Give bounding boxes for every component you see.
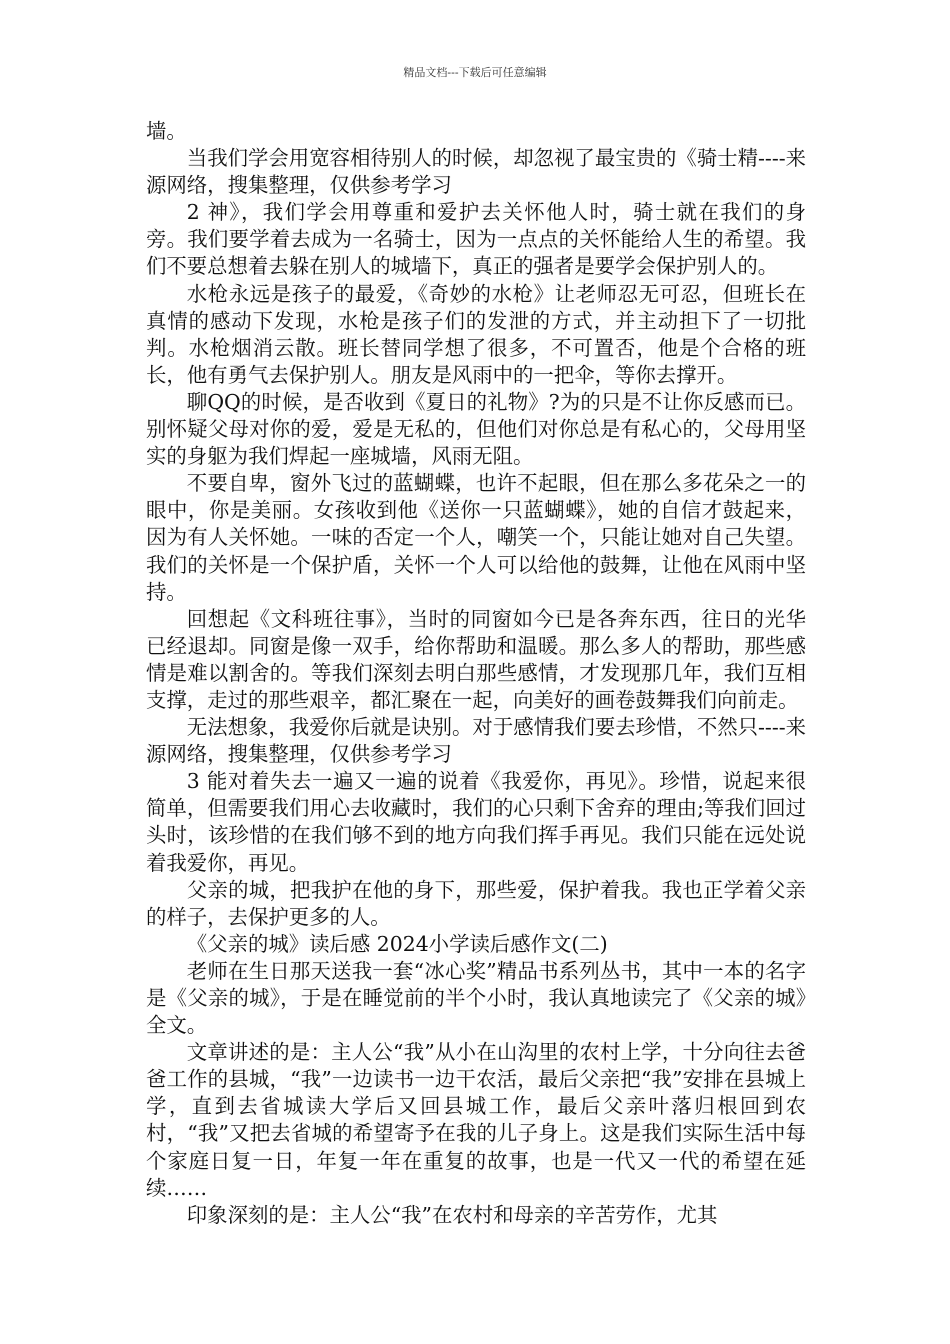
paragraph: 水枪永远是孩子的最爱，《奇妙的水枪》让老师忍无可忍，但班长在真情的感动下发现，水枪是孩子们的发泄的方式，并主动担下了一切批判。水枪烟消云散。班长替同学想了很多，不可置否，他是个合格的班长，他有勇气去保护别人。朋友是风雨中的一把伞，等你去撑开。 [146, 281, 806, 387]
paragraph: 无法想象，我爱你后就是诀别。对于感情我们要去珍惜，不然只----来源网络，搜集整理，仅供参考学习 [146, 715, 806, 767]
paragraph: 不要自卑，窗外飞过的蓝蝴蝶，也许不起眼，但在那么多花朵之一的眼中，你是美丽。女孩收到他《送你一只蓝蝴蝶》，她的自信才鼓起来，因为有人关怀她。一味的否定一个人，嘲笑一个，只能让她对自己失望。我们的关怀是一个保护盾，关怀一个人可以给他的鼓舞，让他在风雨中坚持。 [146, 471, 806, 604]
paragraph: 聊QQ的时候，是否收到《夏日的礼物》?为的只是不让你反感而已。别怀疑父母对你的爱，爱是无私的，但他们对你总是有私心的，父母用坚实的身躯为我们焊起一座城墙，风雨无阻。 [146, 389, 806, 469]
paragraph: 2 神》，我们学会用尊重和爱护去关怀他人时，骑士就在我们的身旁。我们要学着去成为一名骑士，因为一点点的关怀能给人生的希望。我们不要总想着去躲在别人的城墙下，真正的强者是要学会保护别人的。 [146, 200, 806, 279]
paragraph: 老师在生日那天送我一套“冰心奖”精品书系列丛书，其中一本的名字是《父亲的城》，于是在睡觉前的半个小时，我认真地读完了《父亲的城》全文。 [146, 958, 806, 1038]
paragraph: 父亲的城，把我护在他的身下，那些爱，保护着我。我也正学着父亲的样子，去保护更多的人。 [146, 877, 806, 929]
paragraph: 回想起《文科班往事》，当时的同窗如今已是各奔东西，往日的光华已经退却。同窗是像一双手，给你帮助和温暖。那么多人的帮助，那些感情是难以割舍的。等我们深刻去明白那些感情，才发现那几年，我们互相支撑，走过的那些艰辛，都汇聚在一起，向美好的画卷鼓舞我们向前走。 [146, 606, 806, 712]
paragraph: 墙。 [146, 119, 187, 143]
document-body [146, 118, 806, 1229]
section-heading: 《父亲的城》读后感 2024小学读后感作文(二) [186, 931, 608, 956]
paragraph: 当我们学会用宽容相待别人的时候，却忽视了最宝贵的《骑士精----来源网络，搜集整理，仅供参考学习 [146, 146, 806, 198]
paragraph: 3 能对着失去一遍又一遍的说着《我爱你，再见》。珍惜，说起来很简单，但需要我们用心去收藏时，我们的心只剩下舍弃的理由;等我们回过头时，该珍惜的在我们够不到的地方向我们挥手再见。我们只能在远处说着我爱你，再见。 [146, 769, 806, 875]
paragraph: 文章讲述的是：主人公“我”从小在山沟里的农村上学，十分向往去爸爸工作的县城，“我”一边读书一边干农活，最后父亲把“我”安排在县城上学，直到去省城读大学后又回县城工作，最后父亲叶落归根回到农村，“我”又把去省城的希望寄予在我的儿子身上。这是我们实际生活中每个家庭日复一日，年复一年在重复的故事，也是一代又一代的希望在延续…… [146, 1040, 806, 1200]
paragraph: 印象深刻的是：主人公“我”在农村和母亲的辛苦劳作，尤其 [186, 1202, 718, 1227]
page-header: 精品文档---下载后可任意编辑 [403, 66, 547, 79]
